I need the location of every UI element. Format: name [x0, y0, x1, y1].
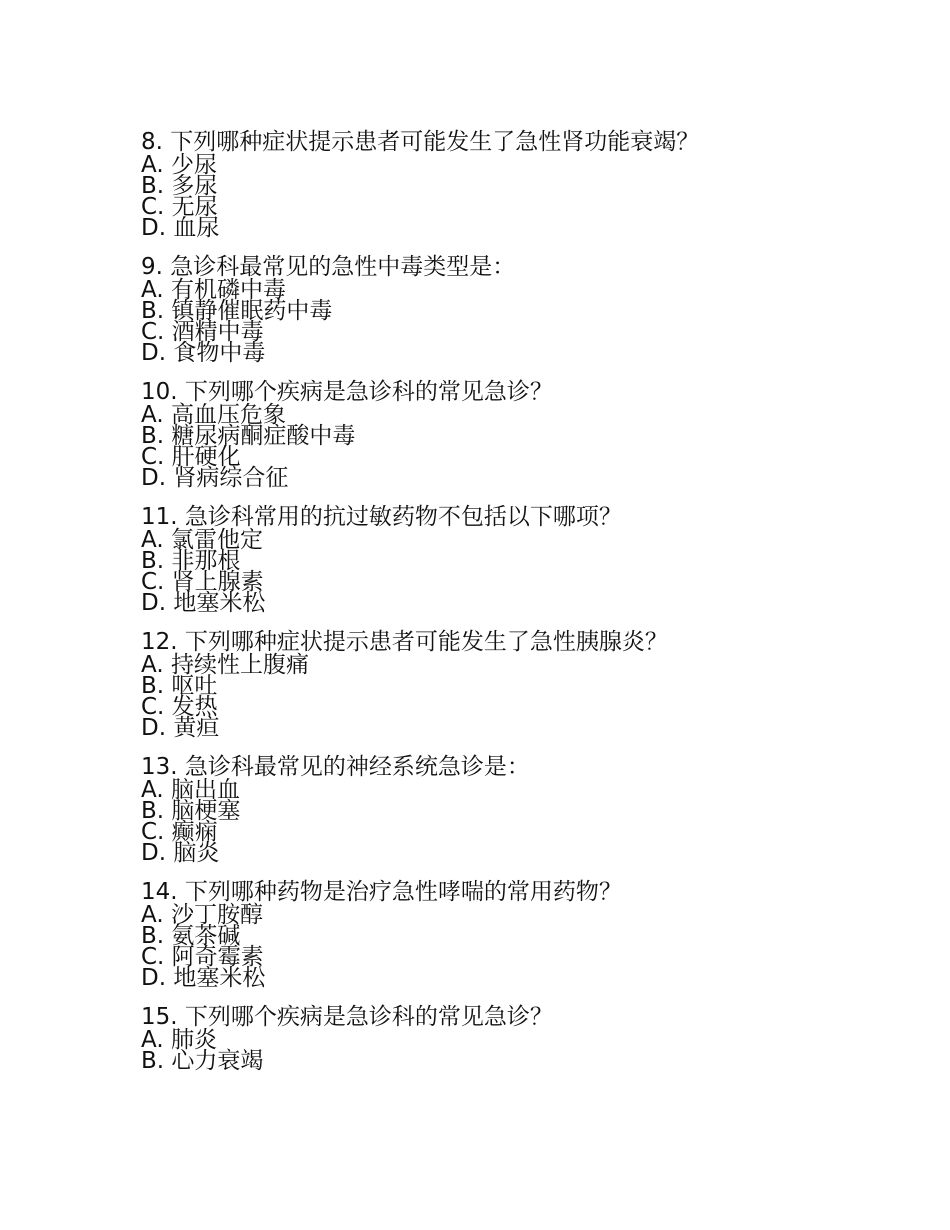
- option-c: C. 肾上腺素: [141, 569, 264, 595]
- question-text: 10. 下列哪个疾病是急诊科的常见急诊？: [141, 379, 553, 405]
- option-b: B. 脑梗塞: [141, 798, 241, 824]
- option-c: C. 阿奇霉素: [141, 944, 264, 970]
- option-b: B. 呕吐: [141, 673, 218, 699]
- question-text: 8. 下列哪种症状提示患者可能发生了急性肾功能衰竭？: [141, 129, 700, 155]
- question-15: [141, 1004, 841, 1072]
- question-list: [141, 129, 841, 1087]
- question-9: [141, 254, 841, 364]
- question-8: [141, 129, 841, 239]
- option-b: B. 心力衰竭: [141, 1048, 264, 1074]
- option-b: B. 非那根: [141, 548, 241, 574]
- option-a: A. 持续性上腹痛: [141, 652, 309, 678]
- question-13: [141, 754, 841, 864]
- option-a: A. 沙丁胺醇: [141, 902, 263, 928]
- option-a: A. 少尿: [141, 152, 217, 178]
- question-text: 14. 下列哪种药物是治疗急性哮喘的常用药物？: [141, 879, 622, 905]
- option-c: C. 肝硬化: [141, 444, 241, 470]
- question-12: [141, 629, 841, 739]
- option-d: D. 地塞米松: [141, 965, 266, 991]
- option-d: D. 脑炎: [141, 840, 220, 866]
- option-d: D. 食物中毒: [141, 340, 266, 366]
- option-c: C. 发热: [141, 694, 218, 720]
- question-11: [141, 504, 841, 614]
- option-a: A. 氯雷他定: [141, 527, 263, 553]
- option-b: B. 多尿: [141, 173, 218, 199]
- question-10: [141, 379, 841, 489]
- option-b: B. 氨茶碱: [141, 923, 241, 949]
- question-text: 13. 急诊科最常见的神经系统急诊是：: [141, 754, 530, 780]
- question-text: 9. 急诊科最常见的急性中毒类型是：: [141, 254, 516, 280]
- option-a: A. 脑出血: [141, 777, 240, 803]
- option-d: D. 血尿: [141, 215, 220, 241]
- option-b: B. 镇静催眠药中毒: [141, 298, 333, 324]
- option-a: A. 肺炎: [141, 1027, 217, 1053]
- option-d: D. 黄疸: [141, 715, 220, 741]
- option-c: C. 酒精中毒: [141, 319, 264, 345]
- question-text: 11. 急诊科常用的抗过敏药物不包括以下哪项？: [141, 504, 622, 530]
- question-text: 15. 下列哪个疾病是急诊科的常见急诊？: [141, 1004, 553, 1030]
- question-14: [141, 879, 841, 989]
- option-d: D. 地塞米松: [141, 590, 266, 616]
- option-a: A. 有机磷中毒: [141, 277, 286, 303]
- option-a: A. 高血压危象: [141, 402, 286, 428]
- option-c: C. 癫痫: [141, 819, 218, 845]
- option-b: B. 糖尿病酮症酸中毒: [141, 423, 356, 449]
- question-text: 12. 下列哪种症状提示患者可能发生了急性胰腺炎？: [141, 629, 668, 655]
- option-c: C. 无尿: [141, 194, 218, 220]
- option-d: D. 肾病综合征: [141, 465, 289, 491]
